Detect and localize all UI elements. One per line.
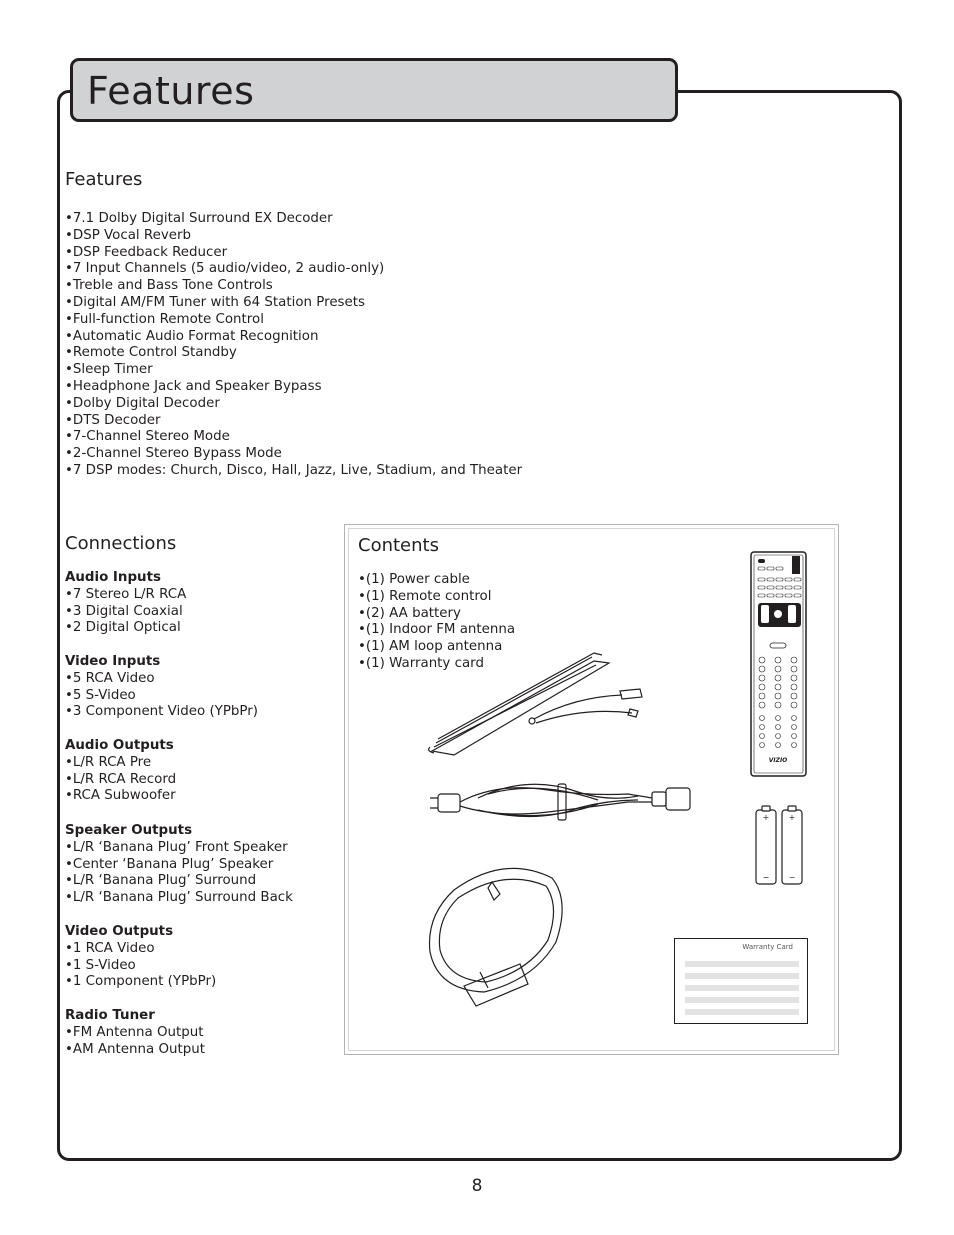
list-item: • 7-Channel Stereo Mode (65, 429, 522, 446)
list-item: • L/R ‘Banana Plug’ Surround (65, 873, 293, 890)
list-item: • 2 Digital Optical (65, 620, 186, 637)
list-item: • Dolby Digital Decoder (65, 396, 522, 413)
connection-group-radio-tuner (65, 1008, 205, 1058)
list-item: • Digital AM/FM Tuner with 64 Station Presets (65, 295, 522, 312)
am-loop-antenna-illustration (424, 860, 566, 1012)
list-item: • Center ‘Banana Plug’ Speaker (65, 857, 293, 874)
features-list (65, 211, 522, 480)
minus-icon: − (762, 873, 770, 882)
warranty-card-illustration (674, 938, 808, 1024)
list-item: • DSP Vocal Reverb (65, 228, 522, 245)
list-item: • Sleep Timer (65, 362, 522, 379)
list-item: • 1 S-Video (65, 958, 216, 975)
list-item: • 3 Digital Coaxial (65, 604, 186, 621)
group-title: Radio Tuner (65, 1008, 155, 1023)
features-heading: Features (65, 169, 143, 190)
list-item: • L/R ‘Banana Plug’ Surround Back (65, 890, 293, 907)
group-title: Video Outputs (65, 924, 174, 939)
aa-battery-illustration (752, 804, 808, 888)
connection-group-audio-inputs (65, 570, 186, 637)
group-title: Speaker Outputs (65, 823, 193, 838)
list-item: • DSP Feedback Reducer (65, 245, 522, 262)
fm-antenna-illustration (424, 647, 646, 759)
list-item: • 1 RCA Video (65, 941, 216, 958)
warranty-card-title: Warranty Card (742, 943, 793, 951)
list-item: • 5 RCA Video (65, 671, 258, 688)
warranty-line (685, 997, 799, 1003)
list-item: • 7 DSP modes: Church, Disco, Hall, Jazz, Live, Stadium, and Theater (65, 463, 522, 480)
page-number: 8 (471, 1176, 483, 1196)
warranty-line (685, 973, 799, 979)
list-item: • (1) Power cable (358, 572, 515, 589)
section-tab (70, 58, 678, 122)
minus-icon: − (788, 873, 796, 882)
connections-heading: Connections (65, 533, 177, 554)
list-item: • 2-Channel Stereo Bypass Mode (65, 446, 522, 463)
plus-icon: + (762, 813, 770, 822)
list-item: • DTS Decoder (65, 413, 522, 430)
group-title: Video Inputs (65, 654, 161, 669)
list-item: • FM Antenna Output (65, 1025, 205, 1042)
list-item: • (1) Warranty card (358, 656, 515, 673)
list-item: • 1 Component (YPbPr) (65, 974, 216, 991)
power-cable-illustration (428, 772, 692, 834)
list-item: • (1) AM loop antenna (358, 639, 515, 656)
group-title: Audio Inputs (65, 570, 161, 585)
list-item: • 7.1 Dolby Digital Surround EX Decoder (65, 211, 522, 228)
list-item: • L/R ‘Banana Plug’ Front Speaker (65, 840, 293, 857)
page-title: Features (87, 69, 255, 113)
list-item: • (2) AA battery (358, 606, 515, 623)
list-item: • 5 S-Video (65, 688, 258, 705)
list-item: • 3 Component Video (YPbPr) (65, 704, 258, 721)
warranty-line (685, 985, 799, 991)
list-item: • L/R RCA Record (65, 772, 176, 789)
list-item: • 7 Input Channels (5 audio/video, 2 audio-only) (65, 261, 522, 278)
list-item: • L/R RCA Pre (65, 755, 176, 772)
remote-control-illustration (748, 550, 810, 780)
list-item: • 7 Stereo L/R RCA (65, 587, 186, 604)
connection-group-speaker-outputs (65, 823, 293, 907)
list-item: • Treble and Bass Tone Controls (65, 278, 522, 295)
list-item: • Remote Control Standby (65, 345, 522, 362)
list-item: • (1) Remote control (358, 589, 515, 606)
list-item: • (1) Indoor FM antenna (358, 622, 515, 639)
plus-icon: + (788, 813, 796, 822)
list-item: • RCA Subwoofer (65, 788, 176, 805)
connection-group-video-inputs (65, 654, 258, 721)
warranty-line (685, 1009, 799, 1015)
connection-group-audio-outputs (65, 738, 176, 805)
group-title: Audio Outputs (65, 738, 174, 753)
list-item: • Headphone Jack and Speaker Bypass (65, 379, 522, 396)
list-item: • AM Antenna Output (65, 1042, 205, 1059)
connection-group-video-outputs (65, 924, 216, 991)
contents-heading: Contents (358, 535, 439, 556)
list-item: • Full-function Remote Control (65, 312, 522, 329)
remote-brand-logo: VIZIO (768, 757, 788, 764)
list-item: • Automatic Audio Format Recognition (65, 329, 522, 346)
warranty-line (685, 961, 799, 967)
